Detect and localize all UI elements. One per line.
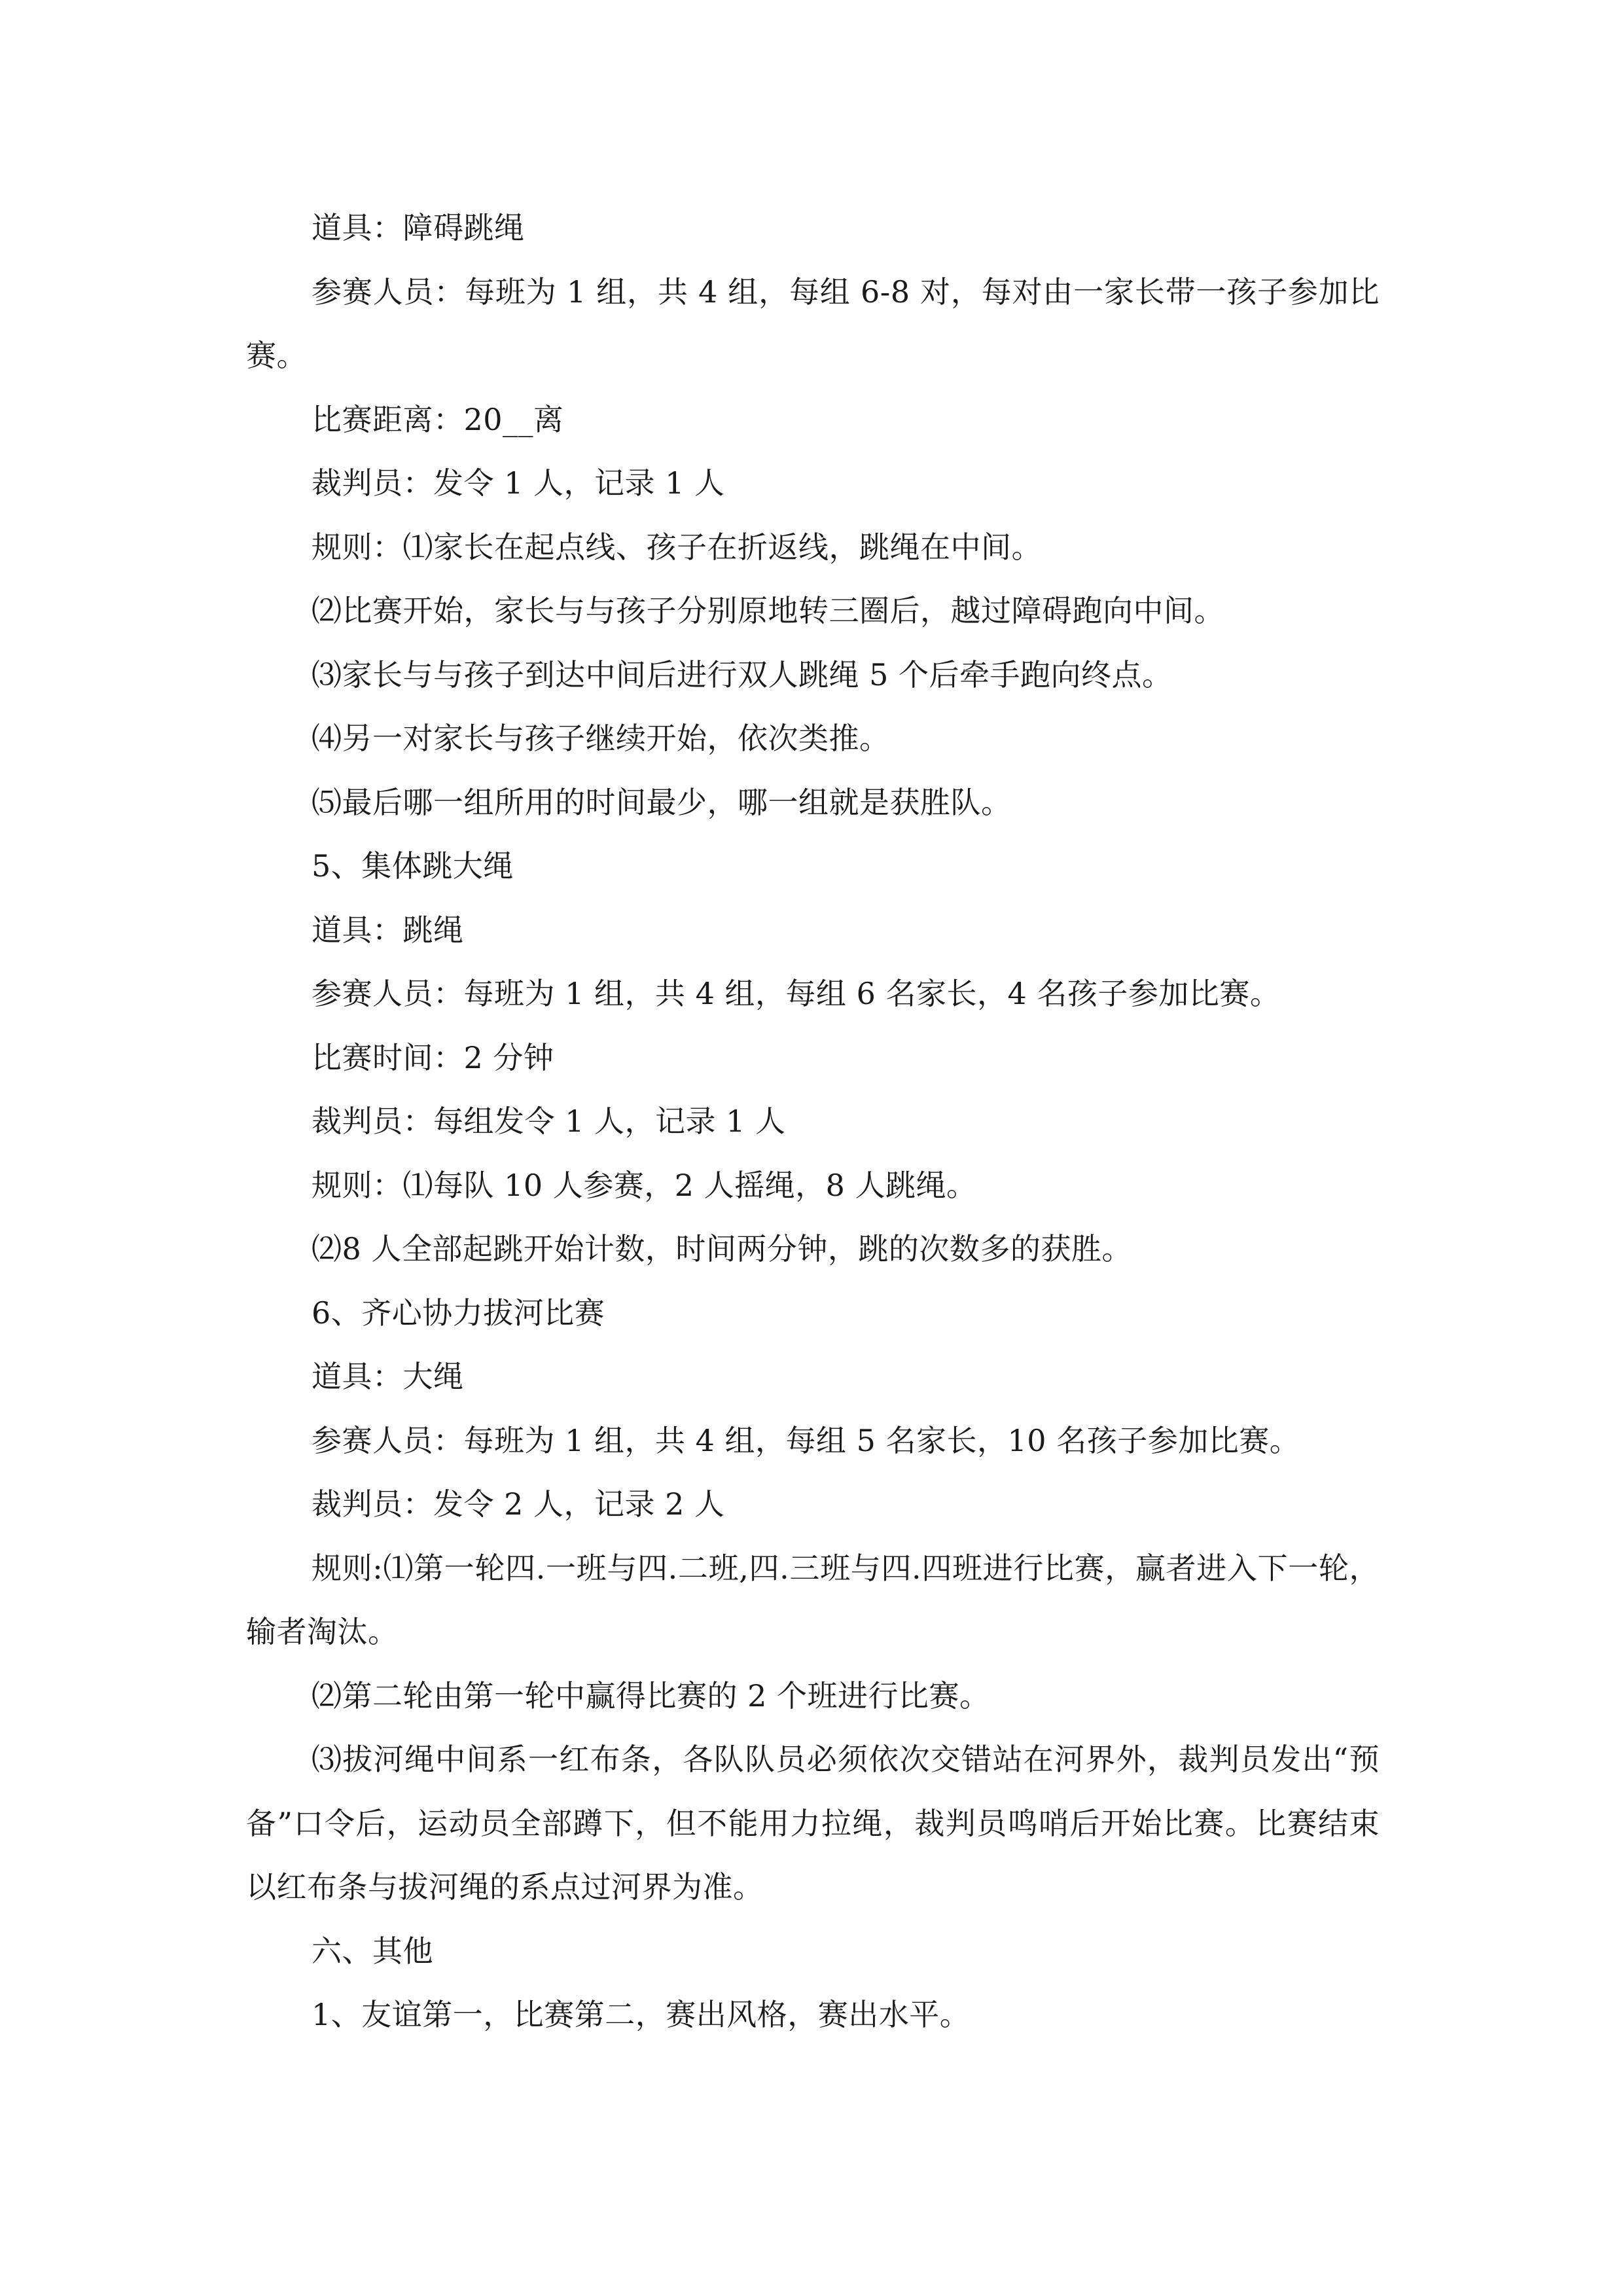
paragraph-rope-rule-1: 规则：⑴每队 10 人参赛，2 人摇绳，8 人跳绳。	[312, 1167, 977, 1203]
paragraph-props-obstacle-rope: 道具：障碍跳绳	[312, 210, 525, 245]
paragraph-participants-rope: 参赛人员：每班为 1 组，共 4 组，每组 6 名家长，4 名孩子参加比赛。	[312, 976, 1281, 1011]
section-heading-other: 六、其他	[312, 1933, 433, 1969]
paragraph-time: 比赛时间：2 分钟	[312, 1039, 554, 1075]
paragraph-rope-rule-2: ⑵8 人全部起跳开始计数，时间两分钟，跳的次数多的获胜。	[312, 1231, 1132, 1266]
paragraph-rule-4: ⑷另一对家长与孩子继续开始，依次类推。	[312, 721, 890, 756]
section-heading-group-rope: 5、集体跳大绳	[312, 848, 514, 884]
section-heading-tug-of-war: 6、齐心协力拔河比赛	[312, 1295, 605, 1331]
paragraph-props-big-rope: 道具：大绳	[312, 1359, 464, 1394]
paragraph-referees-obstacle: 裁判员：发令 1 人，记录 1 人	[312, 465, 725, 501]
paragraph-tug-rule-1: 规则:⑴第一轮四.一班与四.二班,四.三班与四.四班进行比赛，赢者进入下一轮，输者淘汰。	[246, 1550, 1380, 1649]
document-body	[246, 196, 1380, 2047]
paragraph-tug-rule-2: ⑵第二轮由第一轮中赢得比赛的 2 个班进行比赛。	[312, 1677, 990, 1713]
paragraph-referees-rope: 裁判员：每组发令 1 人，记录 1 人	[312, 1103, 786, 1139]
paragraph-participants-tug: 参赛人员：每班为 1 组，共 4 组，每组 5 名家长，10 名孩子参加比赛。	[312, 1422, 1300, 1458]
paragraph-tug-rule-3: ⑶拔河绳中间系一红布条，各队队员必须依次交错站在河界外，裁判员发出“预备”口令后，运动员全部蹲下，但不能用力拉绳，裁判员鸣哨后开始比赛。比赛结束以红布条与拔河绳的系点过河界为准。	[246, 1742, 1380, 1905]
paragraph-rule-5: ⑸最后哪一组所用的时间最少，哪一组就是获胜队。	[312, 784, 1012, 820]
paragraph-participants-obstacle: 参赛人员：每班为 1 组，共 4 组，每组 6-8 对，每对由一家长带一孩子参加比赛。	[246, 274, 1380, 373]
paragraph-props-rope: 道具：跳绳	[312, 912, 464, 948]
paragraph-rule-2: ⑵比赛开始，家长与与孩子分别原地转三圈后，越过障碍跑向中间。	[312, 593, 1224, 628]
paragraph-distance: 比赛距离：20__离	[312, 401, 564, 437]
paragraph-rule-3: ⑶家长与与孩子到达中间后进行双人跳绳 5 个后牵手跑向终点。	[312, 656, 1173, 692]
paragraph-rule-1: 规则：⑴家长在起点线、孩子在折返线，跳绳在中间。	[312, 529, 1042, 565]
paragraph-referees-tug: 裁判员：发令 2 人，记录 2 人	[312, 1486, 725, 1522]
paragraph-other-1: 1、友谊第一，比赛第二，赛出风格，赛出水平。	[312, 1997, 971, 2032]
